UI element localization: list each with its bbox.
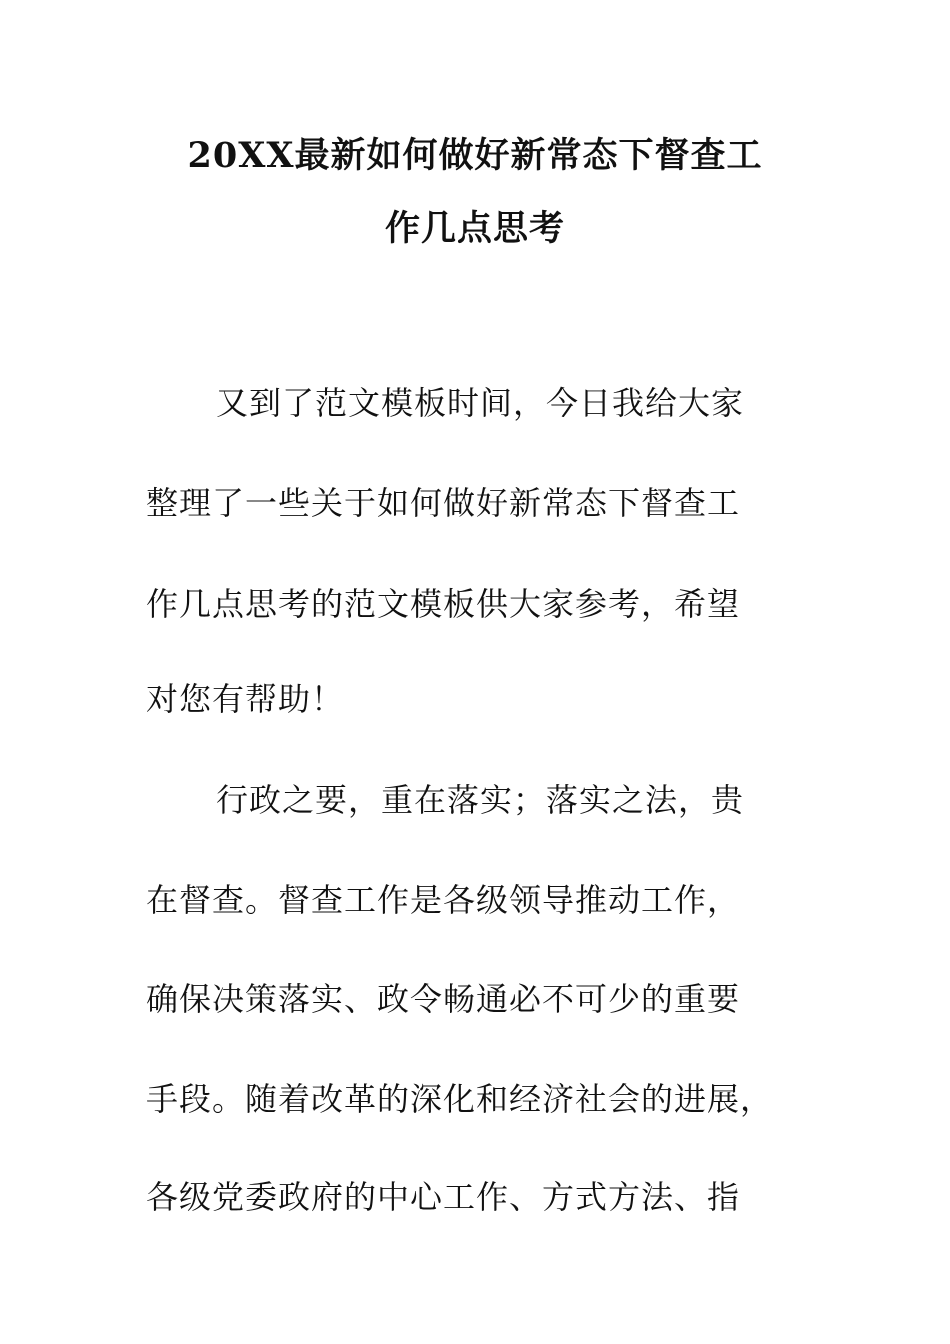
body-line-7: 确保决策落实、政令畅通必不可少的重要 [146, 980, 741, 1018]
body-line-8: 手段。随着改革的深化和经济社会的进展， [146, 1080, 774, 1118]
body-line-5: 行政之要，重在落实；落实之法，贵 [216, 781, 745, 819]
body-line-4: 对您有帮助！ [146, 680, 345, 718]
body-line-1: 又到了范文模板时间，今日我给大家 [216, 384, 745, 422]
body-line-3: 作几点思考的范文模板供大家参考，希望 [146, 585, 741, 623]
body-line-6: 在督查。督查工作是各级领导推动工作， [146, 881, 741, 919]
document-title-line-2: 作几点思考 [384, 208, 565, 249]
body-line-9: 各级党委政府的中心工作、方式方法、指 [146, 1178, 741, 1216]
body-line-2: 整理了一些关于如何做好新常态下督查工 [146, 484, 741, 522]
document-title-line-1: 20XX最新如何做好新常态下督查工 [187, 135, 763, 176]
